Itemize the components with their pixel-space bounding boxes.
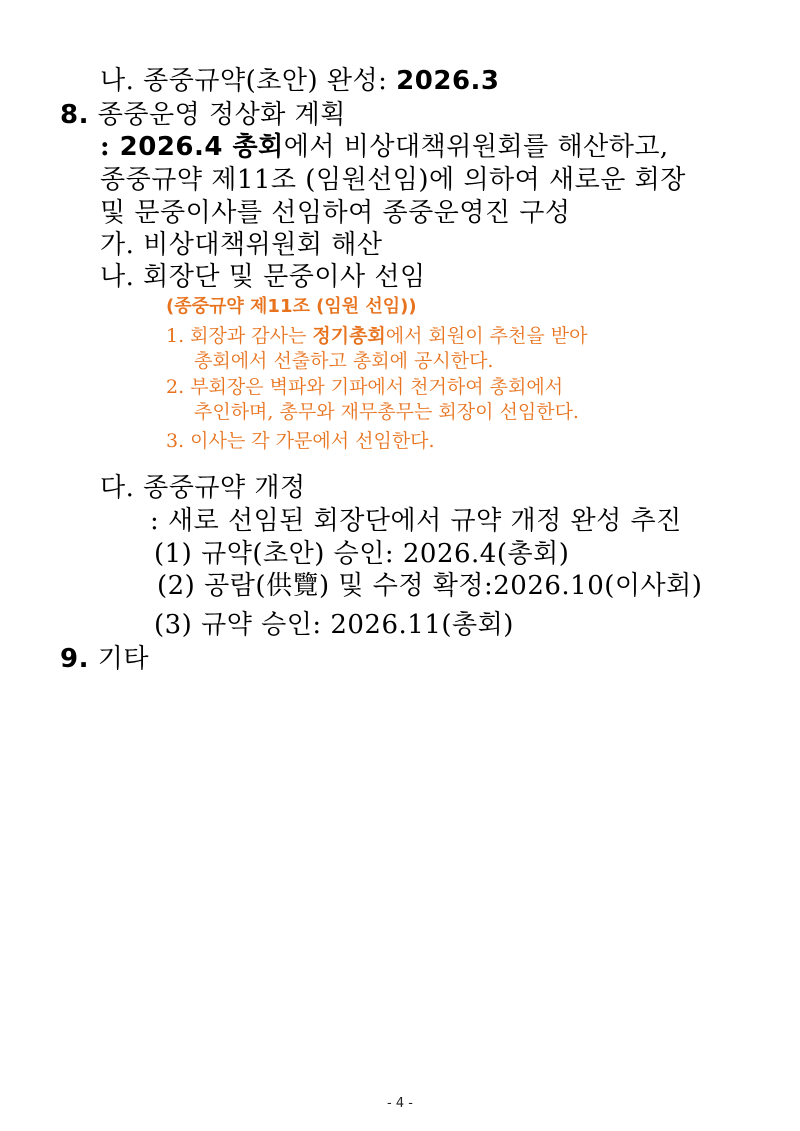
rule-3: 3. 이사는 각 가문에서 선임한다.: [166, 430, 435, 452]
rule-1: [166, 327, 587, 346]
rule-heading: (종중규약 제11조 (임원 선임)): [166, 296, 417, 317]
item-9-heading: [60, 646, 149, 672]
item-8-line1: [100, 134, 669, 160]
rule-2: 2. 부회장은 벽파와 기파에서 천거하여 총회에서: [166, 376, 564, 398]
item-8-line1-date: 2026.4 총회: [119, 132, 284, 162]
item-7-na-marker: 나.: [100, 66, 135, 96]
item-8-da-desc: : 새로 선임된 회장단에서 규약 개정 완성 추진: [150, 506, 682, 536]
rule-1-bold: 정기총회: [312, 325, 386, 347]
item-8-na: 나. 회장단 및 문중이사 선임: [100, 262, 426, 292]
item-8-line2: 종중규약 제11조 (임원선임)에 의하여 새로운 회장: [100, 165, 686, 195]
item-8-line3: 및 문중이사를 선임하여 종중운영진 구성: [100, 198, 571, 228]
item-8-line1-rest: 에서 비상대책위원회를 해산하고,: [283, 132, 669, 162]
item-8-step-1: (1) 규약(초안) 승인: 2026.4(총회): [154, 539, 570, 569]
page-number: - 4 -: [387, 1096, 413, 1111]
item-8-heading: [60, 102, 346, 128]
rule-1-cont: 총회에서 선출하고 총회에 공시한다.: [194, 350, 494, 372]
rule-1-a: 1. 회장과 감사는: [166, 325, 313, 347]
item-7-na-date: 2026.3: [396, 66, 500, 96]
item-8-da: 다. 종중규약 개정: [100, 473, 306, 503]
rule-1-b: 에서 회원이 추천을 받아: [385, 325, 588, 347]
item-8-step-3: (3) 규약 승인: 2026.11(총회): [154, 610, 514, 640]
item-8-line1-prefix: :: [100, 132, 120, 162]
item-9-title: 기타: [97, 644, 149, 674]
item-8-ga: 가. 비상대책위원회 해산: [100, 230, 383, 260]
item-8-number: 8.: [60, 100, 89, 130]
item-7-na-line: [100, 68, 500, 94]
item-7-na-text: 종중규약(초안) 완성:: [143, 66, 397, 96]
item-8-step-2: (2) 공람(供覽) 및 수정 확정:2026.10(이사회): [157, 571, 703, 601]
item-8-title: 종중운영 정상화 계획: [97, 100, 346, 130]
item-9-number: 9.: [60, 644, 89, 674]
rule-2-cont: 추인하며, 총무와 재무총무는 회장이 선임한다.: [194, 401, 579, 423]
